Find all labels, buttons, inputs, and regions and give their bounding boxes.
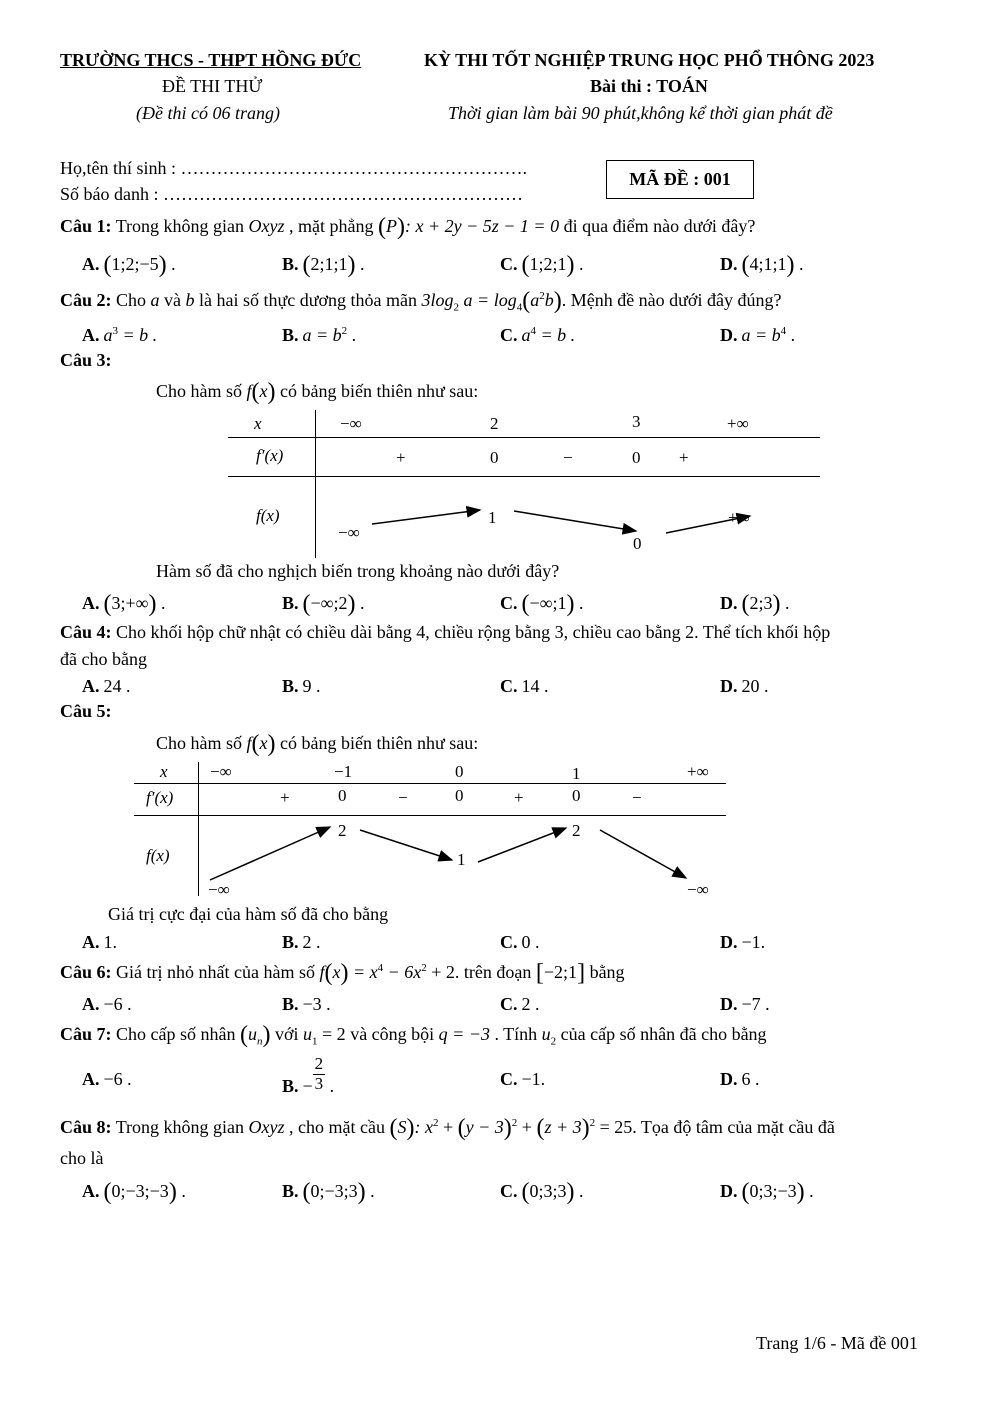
q4-option-a: A. 24 .: [82, 676, 131, 696]
q7-option-c: C. −1.: [500, 1069, 546, 1089]
question-8-cont: cho là: [60, 1148, 104, 1168]
question-3-prompt: Hàm số đã cho nghịch biến trong khoảng nào dưới đây?: [156, 561, 560, 581]
table-fp-sign: 0: [455, 786, 464, 805]
question-4-cont: đã cho bằng: [60, 649, 147, 669]
table-x-value: 2: [490, 414, 499, 433]
question-3-intro: Cho hàm số f(x) có bảng biến thiên như sau:: [156, 379, 479, 405]
table-f-value: 1: [457, 850, 466, 869]
school-name: TRƯỜNG THCS - THPT HỒNG ĐỨC: [60, 50, 362, 70]
table-f-value: 2: [338, 821, 347, 840]
table-fp-sign: +: [396, 448, 406, 467]
q8-option-a: A. (0;−3;−3) .: [82, 1179, 186, 1205]
table-fp-sign: −: [398, 788, 408, 807]
q5-option-b: B. 2 .: [282, 932, 321, 952]
question-label: Câu 1:: [60, 216, 112, 236]
table-fp-sign: 0: [632, 448, 641, 467]
q8-option-d: D. (0;3;−3) .: [720, 1179, 814, 1205]
q7-option-a: A. −6 .: [82, 1069, 132, 1089]
q1-option-d: D. (4;1;1) .: [720, 252, 804, 278]
page-footer: Trang 1/6 - Mã đề 001: [756, 1333, 918, 1353]
question-5-label: Câu 5:: [60, 701, 112, 721]
table-f-value: 2: [572, 821, 581, 840]
question-5-intro: Cho hàm số f(x) có bảng biến thiên như sau:: [156, 731, 479, 757]
table-x-label: x: [254, 414, 262, 433]
q5-option-a: A. 1.: [82, 932, 117, 952]
table-f-value: −∞: [338, 523, 360, 542]
table-fp-sign: 0: [572, 786, 581, 805]
q4-option-d: D. 20 .: [720, 676, 769, 696]
table-fp-sign: −: [632, 788, 642, 807]
table-x-value: 3: [632, 412, 641, 431]
q1-option-c: C. (1;2;1) .: [500, 252, 584, 278]
q8-option-b: B. (0;−3;3) .: [282, 1179, 375, 1205]
question-7: Câu 7: Cho cấp số nhân $(u_n)$ với $u_1 = 2$ và công bội q = −3 . Tính $u_2$ của cấp số nhân đã cho bằng: [60, 1022, 767, 1048]
q1-option-a: A. (1;2;−5) .: [82, 252, 176, 278]
question-8: Câu 8: Trong không gian Oxyz , cho mặt cầu (S): $x^2 + (y - 3)^2 + (z + 3)^2 = 25$. Tọa độ tâm của mặt cầu đã: [60, 1115, 835, 1141]
table-f-label: f(x): [256, 506, 280, 525]
q6-option-b: B. −3 .: [282, 994, 331, 1014]
q3-option-c: C. (−∞;1) .: [500, 591, 584, 617]
q2-option-d: D. $a = b^4$ .: [720, 325, 796, 345]
table-fp-sign: +: [679, 448, 689, 467]
table-fp-sign: 0: [490, 448, 499, 467]
q5-option-d: D. −1.: [720, 932, 766, 952]
table-x-value: +∞: [727, 414, 749, 433]
table-f-value: −∞: [687, 880, 709, 899]
q2-option-b: B. $a = b^2$ .: [282, 325, 357, 345]
table-x-value: −∞: [340, 414, 362, 433]
table-f-value: +∞: [728, 508, 750, 527]
q6-option-c: C. 2 .: [500, 994, 540, 1014]
q3-option-a: A. (3;+∞) .: [82, 591, 166, 617]
table-x-value: −∞: [210, 762, 232, 781]
q7-option-d: D. 6 .: [720, 1069, 760, 1089]
q1-option-b: B. (2;1;1) .: [282, 252, 365, 278]
q3-option-d: D. (2;3) .: [720, 591, 790, 617]
q6-option-a: A. −6 .: [82, 994, 132, 1014]
q6-option-d: D. −7 .: [720, 994, 770, 1014]
question-3-label: Câu 3:: [60, 350, 112, 370]
table-fp-sign: +: [280, 788, 290, 807]
time-note: Thời gian làm bài 90 phút,không kể thời gian phát đề: [448, 103, 833, 123]
q5-option-c: C. 0 .: [500, 932, 540, 952]
candidate-name-field: Họ,tên thí sinh : ………………………………………………….: [60, 158, 527, 178]
q8-option-c: C. (0;3;3) .: [500, 1179, 584, 1205]
exam-name: KỲ THI TỐT NGHIỆP TRUNG HỌC PHỔ THÔNG 2023: [424, 50, 875, 70]
table-f-value: 0: [633, 534, 642, 553]
subject: Bài thi : TOÁN: [590, 76, 708, 96]
candidate-id-field: Số báo danh : ……………………………………………………: [60, 184, 523, 204]
question-6: Câu 6: Giá trị nhỏ nhất của hàm số $f(x) = x^4 - 6x^2 + 2$. trên đoạn [−2;1] bằng: [60, 960, 625, 986]
table-x-value: +∞: [687, 762, 709, 781]
table-x-value: 0: [455, 762, 464, 781]
exam-type: ĐỀ THI THỬ: [162, 76, 263, 96]
q3-option-b: B. (−∞;2) .: [282, 591, 365, 617]
table-fprime-label: f′(x): [146, 788, 174, 807]
table-f-value: 1: [488, 508, 497, 527]
table-fp-sign: +: [514, 788, 524, 807]
table-fp-sign: 0: [338, 786, 347, 805]
exam-code-box: MÃ ĐỀ : 001: [606, 160, 754, 199]
table-f-value: −∞: [208, 880, 230, 899]
table-x-label: x: [160, 762, 168, 781]
table-x-value: 1: [572, 764, 581, 783]
q4-option-b: B. 9 .: [282, 676, 321, 696]
table-fp-sign: −: [563, 448, 573, 467]
pages-note: (Đề thi có 06 trang): [136, 103, 280, 123]
table-fprime-label: f′(x): [256, 446, 284, 465]
question-5-prompt: Giá trị cực đại của hàm số đã cho bằng: [108, 904, 389, 924]
q4-option-c: C. 14 .: [500, 676, 549, 696]
q2-option-c: C. $a^4 = b$ .: [500, 325, 576, 345]
question-1: Câu 1: Trong không gian Oxyz , mặt phẳng (P): x + 2y − 5z − 1 = 0 đi qua điểm nào dưới đây?: [60, 214, 756, 240]
question-2: Câu 2: Cho a và b là hai số thực dương thỏa mãn $3\log_2$ $a = \log_4(a^2b)$. Mệnh đề nào dưới đây đúng?: [60, 288, 782, 314]
question-4: Câu 4: Cho khối hộp chữ nhật có chiều dài bằng 4, chiều rộng bằng 3, chiều cao bằng 2. Thể tích khối hộp: [60, 622, 831, 642]
table-x-value: −1: [334, 762, 353, 781]
q7-option-b: B. − $\frac{2}{3}$ .: [282, 1054, 335, 1097]
table-f-label: f(x): [146, 846, 170, 865]
q2-option-a: A. $a^3 = b$ .: [82, 325, 158, 345]
